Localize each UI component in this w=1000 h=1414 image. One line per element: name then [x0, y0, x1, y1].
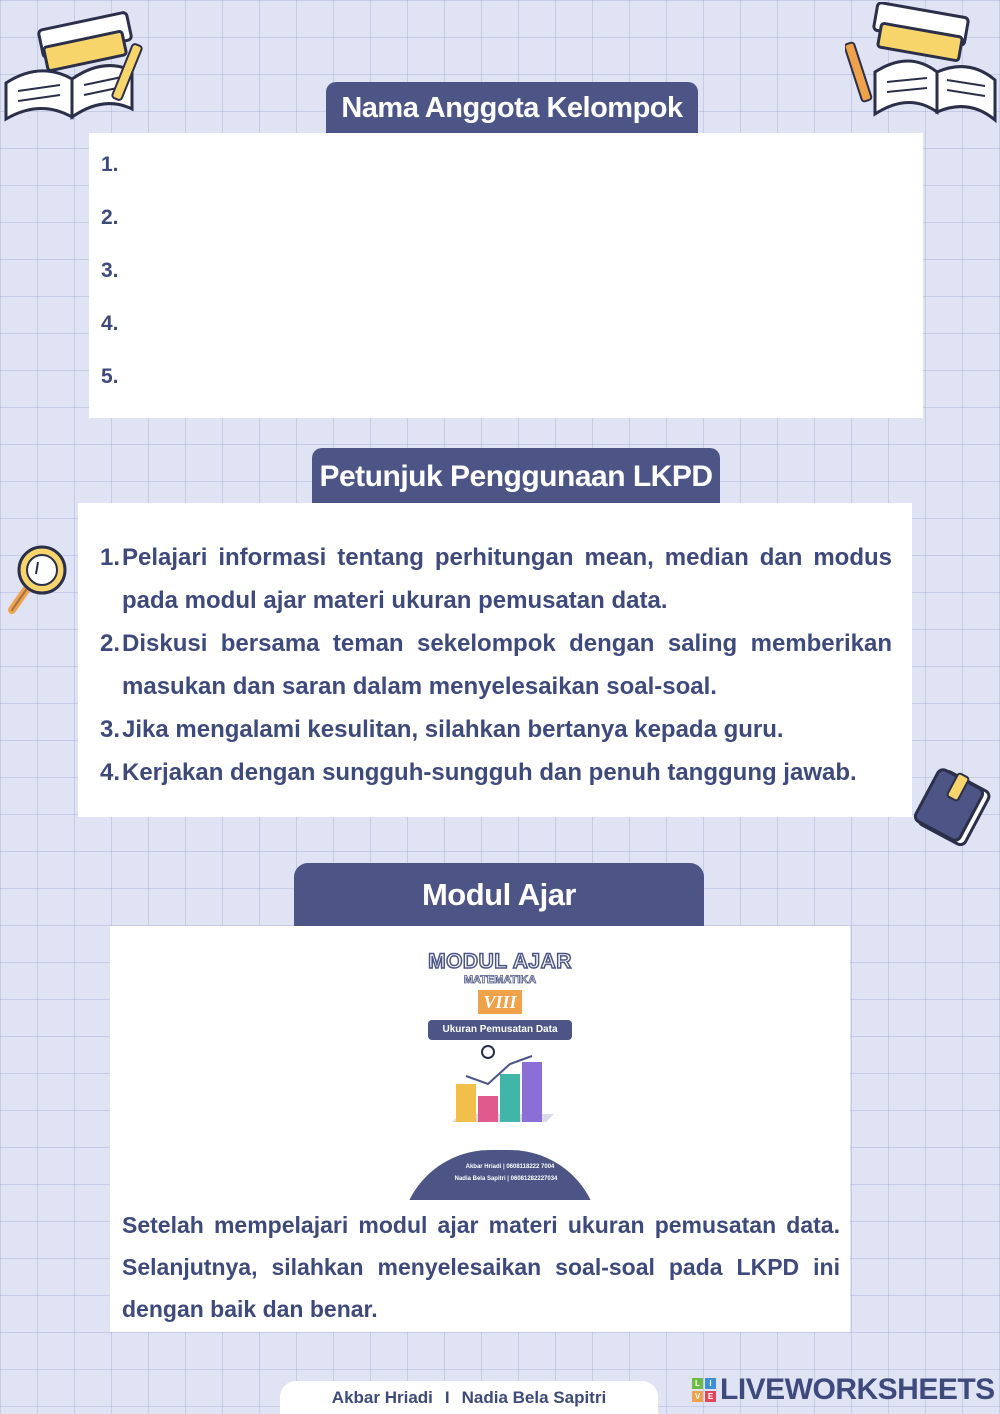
member-number-4: 4. — [101, 312, 119, 335]
instruction-text: Jika mengalami kesulitan, silahkan bertanya kepada guru. — [122, 716, 784, 743]
instruction-item-4 — [100, 751, 892, 794]
members-header — [326, 82, 698, 134]
open-book-icon — [0, 5, 150, 125]
cover-title: MODUL AJAR — [428, 950, 572, 973]
instruction-text: Diskusi bersama teman sekelompok dengan saling memberikan masukan dan saran dalam menyelesaikan soal-soal. — [122, 630, 892, 700]
liveworksheets-wordmark: LIVEWORKSHEETS — [720, 1373, 995, 1406]
instruction-item-3 — [100, 708, 892, 751]
instruction-item-1 — [100, 536, 892, 622]
module-cover-image[interactable] — [390, 932, 610, 1200]
members-title: Nama Anggota Kelompok — [341, 92, 683, 124]
member-number-1: 1. — [101, 153, 119, 176]
module-header — [294, 863, 704, 927]
cover-author-2: Nadia Bela Sapitri | 06081282227034 — [454, 1176, 558, 1182]
liveworksheets-brand[interactable] — [692, 1373, 995, 1407]
footer-author-2: Nadia Bela Sapitri — [461, 1387, 607, 1407]
instructions-title: Petunjuk Penggunaan LKPD — [319, 460, 713, 493]
member-number-2: 2. — [101, 206, 119, 229]
instruction-number: 2. — [100, 630, 121, 657]
cover-author-band — [400, 1150, 600, 1200]
cover-topic: Ukuran Pemusatan Data — [428, 1020, 572, 1040]
instruction-item-2 — [100, 622, 892, 708]
instructions-box — [78, 503, 912, 817]
member-number-3: 3. — [101, 259, 119, 282]
logo-letter: L — [692, 1378, 703, 1389]
instruction-number: 4. — [100, 759, 121, 786]
instruction-number: 3. — [100, 716, 121, 743]
instruction-text: Pelajari informasi tentang perhitungan mean, median dan modus pada modul ajar materi ukuran pemusatan data. — [122, 544, 892, 614]
bar-chart-icon — [442, 1044, 558, 1130]
module-box — [110, 926, 850, 1332]
notebook-icon — [914, 766, 994, 848]
member-number-5: 5. — [101, 365, 119, 388]
logo-letter: V — [692, 1391, 703, 1402]
open-book-icon — [845, 2, 1000, 132]
cover-grade: VIII — [478, 990, 522, 1014]
module-closing-text: Setelah mempelajari modul ajar materi ukuran pemusatan data. Selanjutnya, silahkan menyelesaikan soal-soal pada LKPD ini dengan baik dan benar. — [122, 1212, 840, 1322]
footer-authors — [280, 1381, 658, 1414]
liveworksheets-logo-icon — [692, 1378, 716, 1402]
instruction-number: 1. — [100, 544, 121, 571]
logo-letter: I — [705, 1378, 716, 1389]
footer-separator: I — [444, 1387, 450, 1407]
members-box — [89, 133, 923, 418]
cover-subject: MATEMATIKA — [463, 974, 537, 986]
module-title: Modul Ajar — [421, 877, 576, 912]
logo-letter: E — [705, 1391, 716, 1402]
footer-author-1: Akbar Hriadi — [331, 1387, 433, 1407]
magnifying-glass-icon — [6, 542, 76, 618]
cover-author-1: Akbar Hriadi | 0608118222 7004 — [465, 1164, 555, 1170]
instructions-header — [312, 448, 720, 504]
instruction-text: Kerjakan dengan sungguh-sungguh dan penuh tanggung jawab. — [122, 759, 857, 786]
